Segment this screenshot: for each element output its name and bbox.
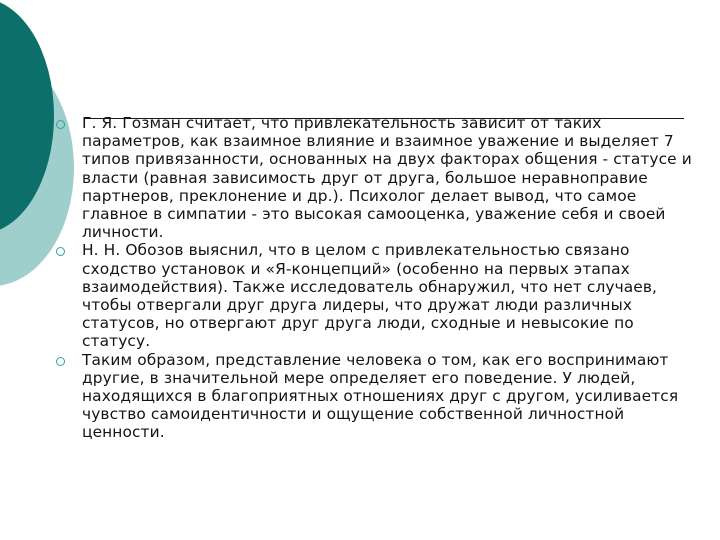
hollow-circle-bullet-icon [56, 120, 65, 129]
bullet-text: Н. Н. Обозов выяснил, что в целом с привлекательностью связано сходство установок и «Я-концепций» (особенно на первых этапах взаимодействия). Также исследователь обнаружил, что нет случаев, чтобы отвергали друг друга лидеры, что дружат люди различных статусов, но отвергают друг друга люди, сходные и невысокие по статусу. [82, 241, 658, 351]
bullet-text: Г. Я. Гозман считает, что привлекательность зависит от таких параметров, как взаимное влияние и взаимное уважение и выделяет 7 типов привязанности, основанных на двух факторах общения - статусе и власти (равная зависимость друг от друга, большое неравноправие партнеров, преклонение и др.). Психолог делает вывод, что самое главное в симпатии - это высокая самооценка, уважение себя и своей личности. [82, 114, 692, 242]
bullet-item-1 [56, 114, 706, 241]
bullet-list [56, 114, 706, 442]
bullet-item-2 [56, 241, 706, 350]
bullet-text: Таким образом, представление человека о том, как его воспринимают другие, в значительной мере определяет его поведение. У людей, находящихся в благоприятных отношениях друг с другом, усиливается чувство самоидентичности и ощущение собственной личностной ценности. [82, 350, 679, 442]
hollow-circle-bullet-icon [56, 357, 65, 366]
hollow-circle-bullet-icon [56, 247, 65, 256]
bullet-item-3 [56, 351, 706, 442]
